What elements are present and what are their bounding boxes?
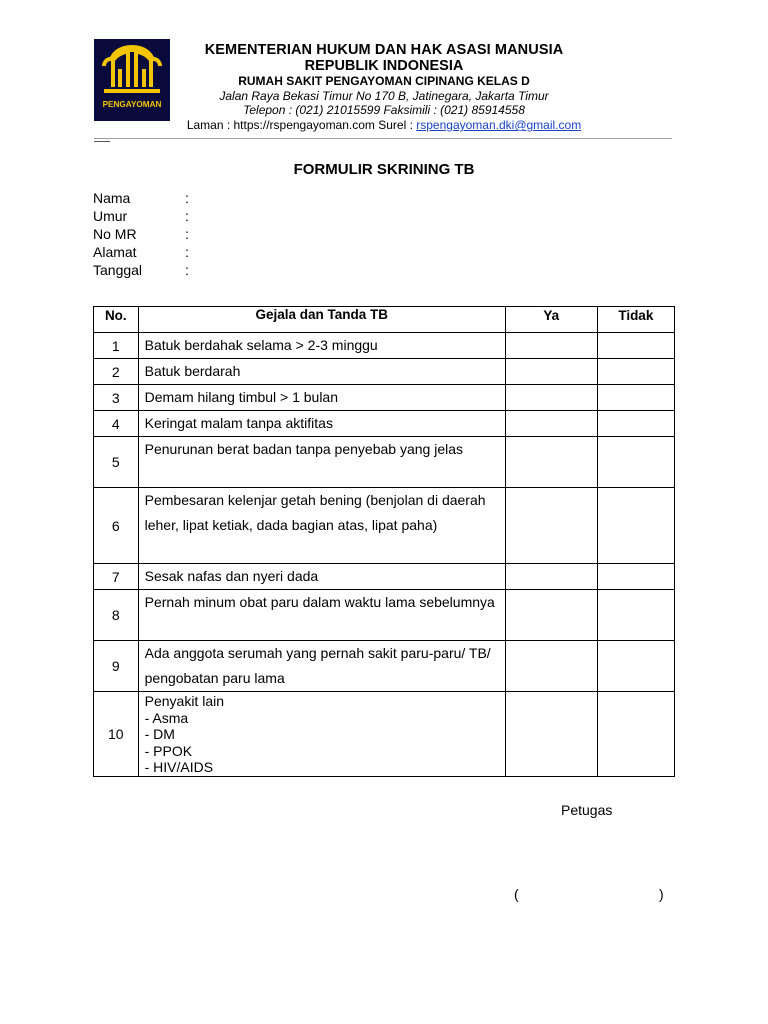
ya-checkbox-cell[interactable]: [505, 564, 597, 590]
header-symptom: Gejala dan Tanda TB: [138, 307, 505, 333]
ya-checkbox-cell[interactable]: [505, 437, 597, 488]
officer-label: Petugas: [561, 802, 613, 818]
email-link[interactable]: rspengayoman.dki@gmail.com: [416, 118, 582, 132]
row-number: 4: [94, 411, 139, 437]
tidak-checkbox-cell[interactable]: [597, 641, 674, 692]
country-name: REPUBLIK INDONESIA: [304, 58, 464, 74]
symptom-text: Batuk berdarah: [138, 359, 505, 385]
ya-checkbox-cell[interactable]: [505, 359, 597, 385]
symptom-text: Keringat malam tanpa aktifitas: [138, 411, 505, 437]
row-number: 1: [94, 333, 139, 359]
header-ya: Ya: [505, 307, 597, 333]
header-tidak: Tidak: [597, 307, 674, 333]
field-label-nama: Nama: [93, 190, 131, 206]
table-row: [94, 590, 675, 641]
symptom-text: Penurunan berat badan tanpa penyebab yang jelas: [138, 437, 505, 488]
row-number: 9: [94, 641, 139, 692]
row-number: 8: [94, 590, 139, 641]
table-row: [94, 564, 675, 590]
row-number: 3: [94, 385, 139, 411]
symptom-text: Batuk berdahak selama > 2-3 minggu: [138, 333, 505, 359]
row-number: 7: [94, 564, 139, 590]
table-row: [94, 692, 675, 777]
symptom-text: Ada anggota serumah yang pernah sakit paru-paru/ TB/ pengobatan paru lama: [138, 641, 505, 692]
symptom-list-item: - Asma: [144, 709, 189, 726]
hospital-phone: Telepon : (021) 21015599 Faksimili : (021) 85914558: [243, 103, 525, 117]
form-title: FORMULIR SKRINING TB: [293, 161, 475, 178]
table-row: [94, 437, 675, 488]
pengayoman-logo: [94, 39, 170, 121]
tidak-checkbox-cell[interactable]: [597, 590, 674, 641]
field-label-alamat: Alamat: [93, 244, 137, 260]
table-row: [94, 359, 675, 385]
symptom-list-item: - PPOK: [144, 742, 193, 759]
field-colon: :: [185, 226, 189, 242]
ya-checkbox-cell[interactable]: [505, 411, 597, 437]
symptom-text: Pernah minum obat paru dalam waktu lama sebelumnya: [138, 590, 505, 641]
ya-checkbox-cell[interactable]: [505, 692, 597, 777]
header-no: No.: [94, 307, 139, 333]
signature-close-paren: ): [659, 886, 664, 902]
table-row: [94, 488, 675, 564]
web-prefix: Laman : https://rspengayoman.com Surel :: [186, 118, 417, 132]
header-divider-mark: [94, 141, 110, 142]
table-row: [94, 411, 675, 437]
tidak-checkbox-cell[interactable]: [597, 692, 674, 777]
field-label-umur: Umur: [93, 208, 128, 224]
row-number: 6: [94, 488, 139, 564]
symptom-list-heading: Penyakit lain: [144, 693, 225, 709]
header-divider: [94, 138, 672, 139]
table-header-row: [94, 307, 675, 333]
tidak-checkbox-cell[interactable]: [597, 359, 674, 385]
svg-text:PENGAYOMAN: PENGAYOMAN: [102, 100, 162, 109]
field-colon: :: [185, 190, 189, 206]
tidak-checkbox-cell[interactable]: [597, 411, 674, 437]
ministry-name: KEMENTERIAN HUKUM DAN HAK ASASI MANUSIA: [204, 42, 564, 58]
symptom-text: Pembesaran kelenjar getah bening (benjolan di daerah leher, lipat ketiak, dada bagian atas, lipat paha): [138, 488, 505, 564]
field-label-tanggal: Tanggal: [93, 262, 143, 278]
table-row: [94, 641, 675, 692]
hospital-name: RUMAH SAKIT PENGAYOMAN CIPINANG KELAS D: [238, 74, 530, 88]
tidak-checkbox-cell[interactable]: [597, 437, 674, 488]
field-colon: :: [185, 244, 189, 260]
row-number: 2: [94, 359, 139, 385]
tidak-checkbox-cell[interactable]: [597, 385, 674, 411]
hospital-address: Jalan Raya Bekasi Timur No 170 B, Jatinegara, Jakarta Timur: [219, 89, 549, 103]
ya-checkbox-cell[interactable]: [505, 590, 597, 641]
screening-table: [93, 306, 675, 777]
symptom-list-item: - DM: [144, 726, 175, 742]
row-number: 5: [94, 437, 139, 488]
tidak-checkbox-cell[interactable]: [597, 564, 674, 590]
table-row: [94, 333, 675, 359]
ya-checkbox-cell[interactable]: [505, 385, 597, 411]
table-row: [94, 385, 675, 411]
field-colon: :: [185, 208, 189, 224]
ya-checkbox-cell[interactable]: [505, 641, 597, 692]
tidak-checkbox-cell[interactable]: [597, 333, 674, 359]
row-number: 10: [94, 692, 139, 777]
field-label-no-mr: No MR: [93, 226, 137, 242]
symptom-text: Demam hilang timbul > 1 bulan: [138, 385, 505, 411]
symptom-text-list: [138, 692, 505, 777]
field-colon: :: [185, 262, 189, 278]
symptom-list-item: - HIV/AIDS: [144, 759, 214, 775]
ya-checkbox-cell[interactable]: [505, 333, 597, 359]
tidak-checkbox-cell[interactable]: [597, 488, 674, 564]
symptom-text: Sesak nafas dan nyeri dada: [138, 564, 505, 590]
signature-open-paren: (: [514, 886, 519, 902]
ya-checkbox-cell[interactable]: [505, 488, 597, 564]
hospital-contact: [170, 118, 598, 132]
